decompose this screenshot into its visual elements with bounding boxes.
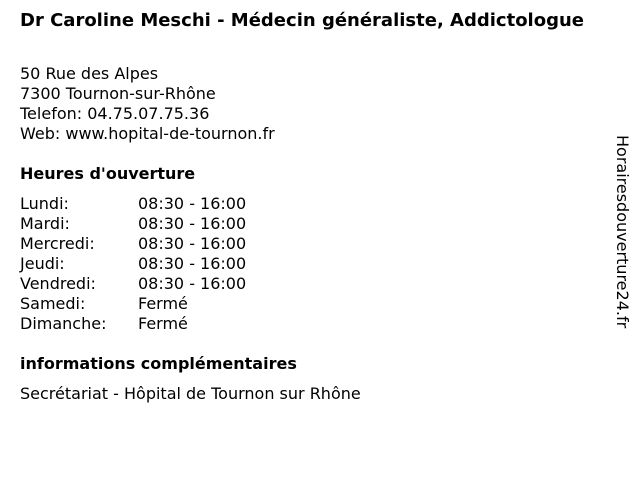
day-label: Mercredi:: [20, 234, 95, 253]
site-brand-vertical: Horairesdouverture24.fr: [613, 135, 632, 329]
day-label: Lundi:: [20, 194, 69, 213]
opening-hours-table: [20, 194, 246, 334]
page-title: Dr Caroline Meschi - Médecin généraliste, Addictologue: [20, 10, 585, 31]
time-value: Fermé: [138, 314, 188, 333]
additional-info-heading: informations complémentaires: [20, 354, 297, 373]
website: Web: www.hopital-de-tournon.fr: [20, 124, 275, 143]
day-label: Jeudi:: [20, 254, 65, 273]
hours-row-saturday: [20, 294, 246, 314]
time-value: 08:30 - 16:00: [138, 194, 247, 213]
address-block: [20, 64, 275, 144]
opening-hours-heading: Heures d'ouverture: [20, 164, 196, 183]
city: 7300 Tournon-sur-Rhône: [20, 84, 216, 103]
time-value: 08:30 - 16:00: [138, 254, 247, 273]
hours-row-monday: [20, 194, 246, 214]
time-value: 08:30 - 16:00: [138, 234, 247, 253]
day-label: Samedi:: [20, 294, 86, 313]
time-value: 08:30 - 16:00: [138, 274, 247, 293]
hours-row-friday: [20, 274, 246, 294]
hours-row-thursday: [20, 254, 246, 274]
day-label: Dimanche:: [20, 314, 107, 333]
street-address: 50 Rue des Alpes: [20, 64, 159, 83]
day-label: Mardi:: [20, 214, 70, 233]
hours-row-tuesday: [20, 214, 246, 234]
time-value: 08:30 - 16:00: [138, 214, 247, 233]
time-value: Fermé: [138, 294, 188, 313]
phone-number: Telefon: 04.75.07.75.36: [20, 104, 210, 123]
additional-info-text: Secrétariat - Hôpital de Tournon sur Rhône: [20, 384, 361, 403]
hours-row-wednesday: [20, 234, 246, 254]
day-label: Vendredi:: [20, 274, 96, 293]
hours-row-sunday: [20, 314, 246, 334]
